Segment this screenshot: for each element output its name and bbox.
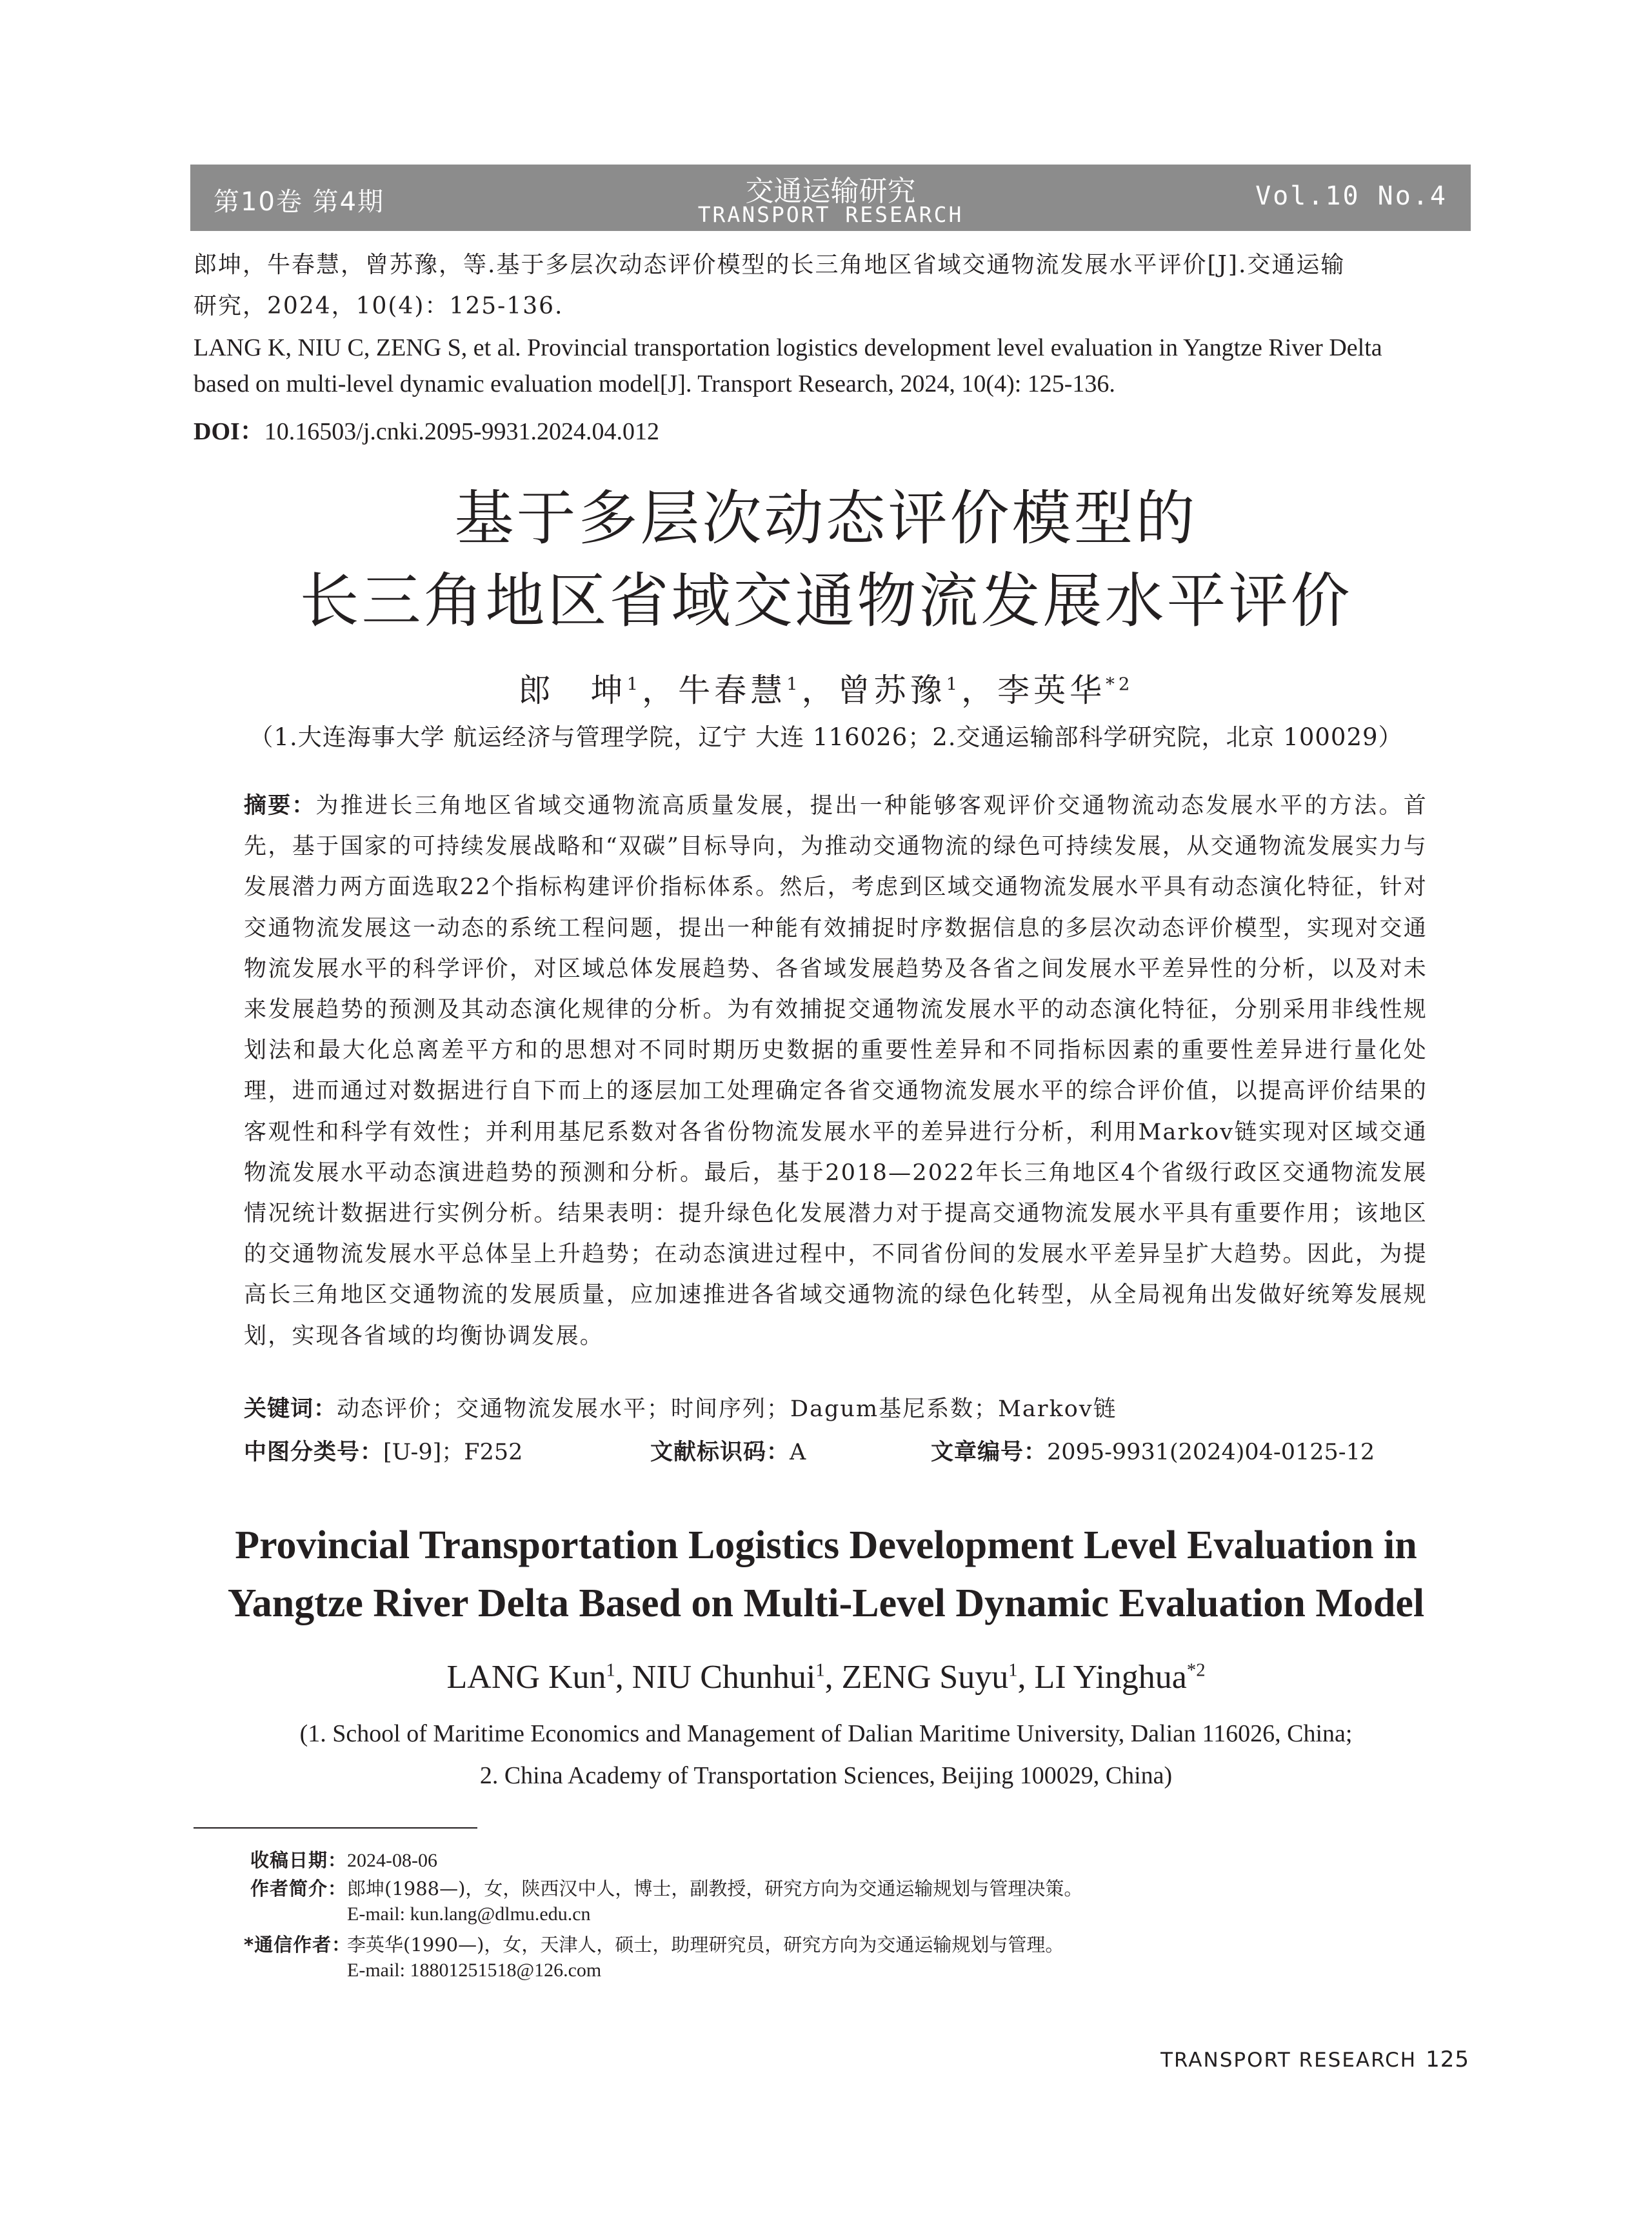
author-cn-name: 牛春慧	[678, 672, 787, 709]
doc-value: A	[790, 1439, 806, 1465]
affiliation-en-line2: 2. China Academy of Transportation Sciences, Beijing 100029, China)	[479, 1762, 1173, 1789]
title-en-line1: Provincial Transportation Logistics Development Level Evaluation in	[235, 1523, 1417, 1567]
author-en-affil: *2	[1186, 1660, 1206, 1681]
keywords-text: 动态评价；交通物流发展水平；时间序列；Dagum基尼系数；Markov链	[337, 1396, 1117, 1422]
author-cn-affil: *2	[1106, 674, 1134, 695]
footnote-divider	[194, 1827, 477, 1829]
corresponding-value: 李英华(1990—)，女，天津人，硕士，助理研究员，研究方向为交通运输规划与管理。	[347, 1934, 1064, 1956]
doc-label: 文献标识码：	[650, 1439, 790, 1465]
author-cn-name: 李英华	[997, 672, 1106, 709]
page-number: 125	[1426, 2047, 1469, 2072]
author-bio-value: 郎坤(1988—)，女，陕西汉中人，博士，副教授，研究方向为交通运输规划与管理决策。	[347, 1878, 1083, 1900]
abstract-label: 摘要：	[244, 793, 316, 819]
citation-cn-line1: 郎坤，牛春慧，曾苏豫，等.基于多层次动态评价模型的长三角地区省域交通物流发展水平评价[J].交通运输	[194, 252, 1346, 278]
author-cn-affil: 1	[946, 674, 962, 695]
page-footer	[1097, 2047, 1469, 2072]
doi-label: DOI：	[194, 418, 264, 445]
footnote-author	[244, 1875, 1082, 1902]
citation-cn-line2: 研究，2024，10(4)：125-136.	[194, 293, 564, 319]
author-bio-label: 作者简介：	[250, 1878, 347, 1900]
keywords-label: 关键词：	[244, 1396, 337, 1422]
author-cn-name: 郎 坤	[518, 672, 627, 709]
author-en-affil: 1	[606, 1660, 615, 1681]
received-label: 收稿日期：	[250, 1849, 347, 1871]
author-cn-name: 曾苏豫	[837, 672, 946, 709]
abstract-text: 为推进长三角地区省域交通物流高质量发展，提出一种能够客观评价交通物流动态发展水平的方法。首先，基于国家的可持续发展战略和“双碳”目标导向，为推动交通物流的绿色可持续发展，从交通物流发展实力与发展潜力两方面选取22个指标构建评价指标体系。然后，考虑到区域交通物流发展水平具有动态演化特征，针对交通物流发展这一动态的系统工程问题，提出一种能有效捕捉时序数据信息的多层次动态评价模型，实现对交通物流发展水平的科学评价，对区域总体发展趋势、各省域发展趋势及各省之间发展水平差异性的分析，以及对未来发展趋势的预测及其动态演化规律的分析。为有效捕捉交通物流发展水平的动态演化特征，分别采用非线性规划法和最大化总离差平方和的思想对不同时期历史数据的重要性差异和不同指标因素的重要性差异进行量化处理，进而通过对数据进行自下而上的逐层加工处理确定各省交通物流发展水平的综合评价值，以提高评价结果的客观性和科学有效性；并利用基尼系数对各省份物流发展水平的差异进行分析，利用Markov链实现对区域交通物流发展水平动态演进趋势的预测和分析。最后，基于2018—2022年长三角地区4个省级行政区交通物流发展情况统计数据进行实例分析。结果表明：提升绿色化发展潜力对于提高交通物流发展水平具有重要作用；该地区的交通物流发展水平总体呈上升趋势；在动态演进过程中，不同省份间的发展水平差异呈扩大趋势。因此，为提高长三角地区交通物流的发展质量，应加速推进各省域交通物流的绿色化转型，从全局视角出发做好统筹发展规划，实现各省域的均衡协调发展。	[244, 793, 1428, 1349]
affiliation-en-line1: (1. School of Maritime Economics and Management of Dalian Maritime University, Dalian 116026, China;	[299, 1720, 1353, 1747]
article-value: 2095-9931(2024)04-0125-12	[1047, 1439, 1375, 1465]
author-en-name: LANG Kun	[446, 1659, 606, 1696]
journal-name-en: TRANSPORT RESEARCH	[697, 202, 964, 227]
corresponding-label: *通信作者：	[244, 1934, 352, 1956]
author-en-name: LI Yinghua	[1034, 1659, 1187, 1696]
clc-number	[244, 1434, 522, 1467]
affiliation-cn: （1.大连海事大学 航运经济与管理学院，辽宁 大连 116026；2.交通运输部科学研究院，北京 100029）	[249, 723, 1403, 751]
footnote-corresponding	[244, 1931, 1064, 1958]
authors-en: LANG Kun$^1$, NIU Chunhui$^1$, ZENG Suyu$^1$, LI Yinghua$^{*2}$	[446, 1659, 1206, 1696]
received-value: 2024-08-06	[347, 1850, 437, 1871]
author-en-affil: 1	[1008, 1660, 1018, 1681]
journal-header-bar	[190, 165, 1471, 231]
document-code	[650, 1434, 806, 1467]
corresponding-email[interactable]: E-mail: 18801251518@126.com	[347, 1960, 602, 1981]
doi-link[interactable]: 10.16503/j.cnki.2095-9931.2024.04.012	[264, 418, 659, 445]
title-cn-line1: 基于多层次动态评价模型的	[454, 484, 1198, 553]
doi	[194, 411, 659, 446]
clc-value: [U-9]；F252	[383, 1439, 523, 1465]
clc-label: 中图分类号：	[244, 1439, 384, 1465]
journal-name-cn: 交通运输研究	[745, 175, 916, 208]
footer-journal: TRANSPORT RESEARCH	[1160, 2049, 1417, 2072]
article-number	[931, 1434, 1375, 1467]
author-en-affil: 1	[815, 1660, 825, 1681]
volume-issue-cn: 第10卷 第4期	[214, 187, 385, 217]
author-cn-affil: 1	[626, 674, 642, 695]
author-email[interactable]: E-mail: kun.lang@dlmu.edu.cn	[347, 1903, 591, 1925]
title-en-line2: Yangtze River Delta Based on Multi-Level Dynamic Evaluation Model	[227, 1581, 1425, 1625]
citation-en-line1: LANG K, NIU C, ZENG S, et al. Provincial transportation logistics development level evaluation in Yangtze River Delta	[194, 334, 1382, 361]
keywords-cn	[244, 1391, 1428, 1423]
title-cn-line2: 长三角地区省域交通物流发展水平评价	[299, 567, 1353, 636]
author-cn-affil: 1	[786, 674, 802, 695]
citation-en-line2: based on multi-level dynamic evaluation model[J]. Transport Research, 2024, 10(4): 125-136.	[194, 370, 1115, 397]
article-label: 文章编号：	[931, 1439, 1048, 1465]
authors-cn: 郎 坤$^1$，牛春慧$^1$，曾苏豫$^1$，李英华$^{*2}$	[518, 672, 1134, 709]
author-en-name: ZENG Suyu	[841, 1659, 1009, 1696]
volume-issue-en: Vol.10 No.4	[1255, 181, 1448, 211]
footnote-received	[244, 1847, 437, 1874]
abstract-cn	[244, 786, 1428, 1357]
author-en-name: NIU Chunhui	[632, 1659, 816, 1696]
